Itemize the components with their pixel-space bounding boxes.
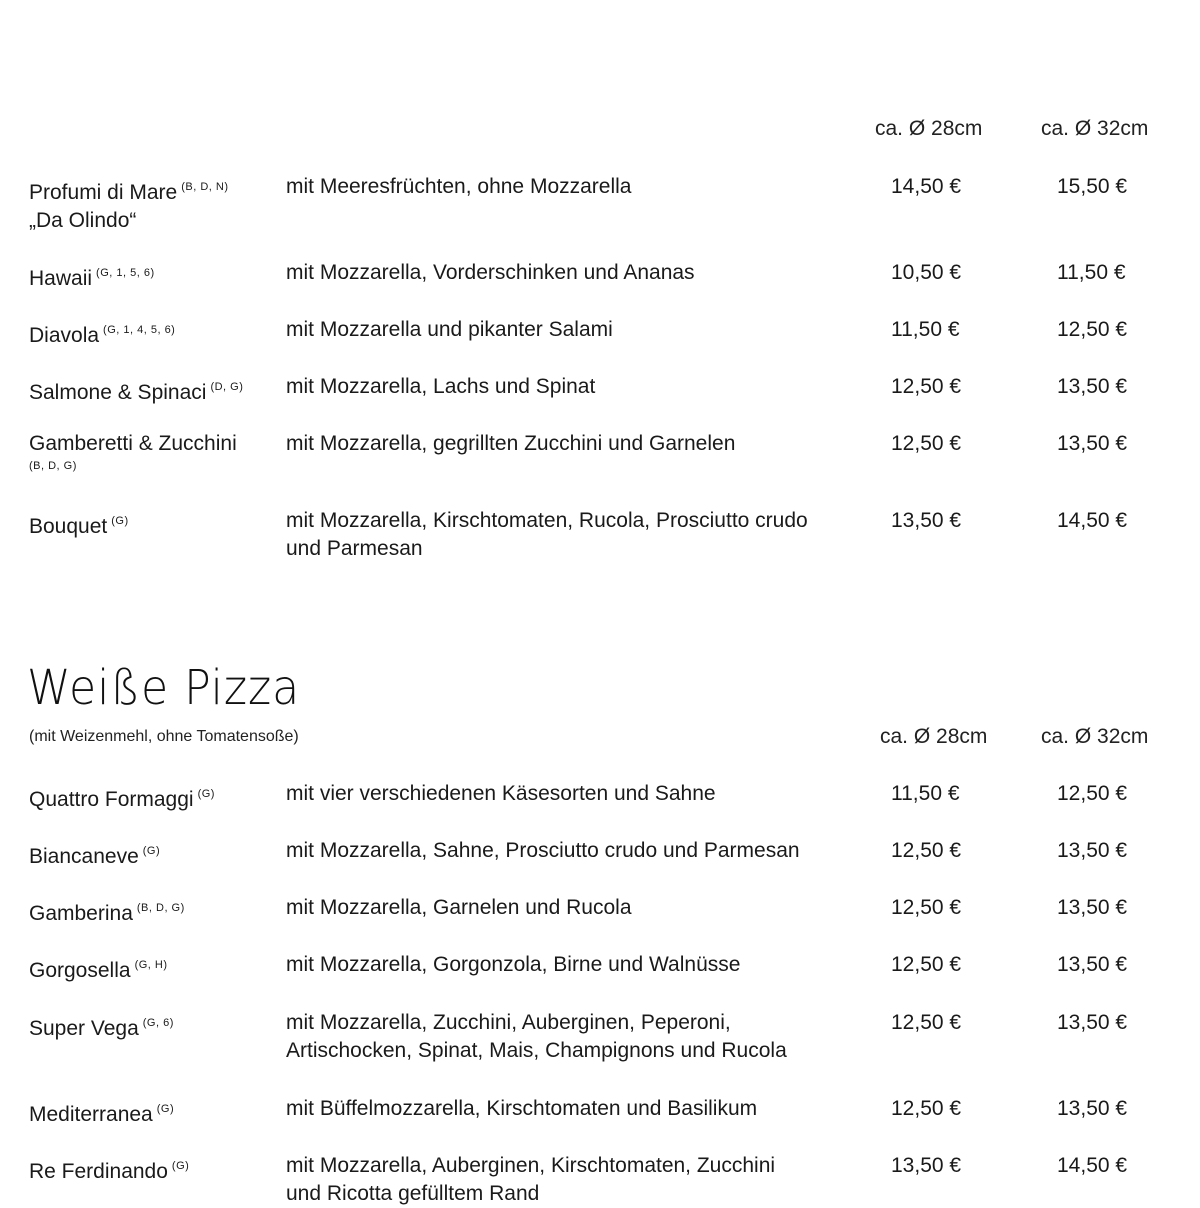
price-large: 12,50 € (1057, 782, 1128, 805)
item-name: Gamberina $^{(B, D, G)}$ (29, 902, 185, 925)
item-name: Mediterranea $^{(G)}$ (29, 1103, 175, 1126)
price-large: 15,50 € (1057, 175, 1128, 198)
price-large: 11,50 € (1057, 261, 1126, 284)
price-large: 13,50 € (1057, 839, 1128, 862)
item-description: mit Mozzarella, Zucchini, Auberginen, Peperoni, Artischocken, Spinat, Mais, Champignons und Rucola (286, 1011, 787, 1062)
allergen-codes: (G) (197, 788, 215, 800)
item-name: Re Ferdinando $^{(G)}$ (29, 1160, 190, 1183)
item-description: mit Mozzarella, Auberginen, Kirschtomaten, Zucchini und Ricotta gefülltem Rand (286, 1154, 776, 1205)
section-title: Weiße Pizza (27, 660, 301, 716)
item-name-line2: „Da Olindo“ (29, 209, 137, 232)
item-description: mit Mozzarella, Lachs und Spinat (286, 375, 596, 398)
item-name: Gamberetti & Zucchini (B, D, G) (29, 430, 269, 473)
price-large: 12,50 € (1057, 318, 1128, 341)
price-small: 12,50 € (891, 375, 962, 398)
price-large: 13,50 € (1057, 432, 1128, 455)
item-description: mit Mozzarella, gegrillten Zucchini und Garnelen (286, 432, 736, 455)
item-description: mit Mozzarella, Garnelen und Rucola (286, 896, 632, 919)
section-subtitle: (mit Weizenmehl, ohne Tomatensoße) (29, 728, 299, 745)
item-name: Quattro Formaggi $^{(G)}$ (29, 788, 215, 811)
price-large: 13,50 € (1057, 896, 1128, 919)
price-small: 12,50 € (891, 1097, 962, 1120)
item-description: mit Mozzarella und pikanter Salami (286, 318, 613, 341)
price-small: 12,50 € (891, 432, 962, 455)
item-name: Salmone & Spinaci $^{(D, G)}$ (29, 381, 244, 404)
item-description: mit Mozzarella, Vorderschinken und Ananas (286, 261, 695, 284)
price-small: 14,50 € (891, 175, 962, 198)
allergen-codes: (B, D, G) (29, 460, 77, 472)
price-large: 13,50 € (1057, 375, 1128, 398)
item-name: Super Vega $^{(G, 6)}$ (29, 1017, 174, 1040)
item-description: mit Mozzarella, Sahne, Prosciutto crudo und Parmesan (286, 839, 800, 862)
item-description: mit Mozzarella, Kirschtomaten, Rucola, Prosciutto crudo und Parmesan (286, 509, 808, 560)
price-small: 12,50 € (891, 896, 962, 919)
item-name: Diavola $^{(G, 1, 4, 5, 6)}$ (29, 324, 176, 347)
allergen-codes: (G, 1, 5, 6) (96, 267, 155, 279)
price-large: 14,50 € (1057, 1154, 1128, 1177)
allergen-codes: (G) (171, 1160, 190, 1172)
price-large: 14,50 € (1057, 509, 1128, 532)
price-small: 13,50 € (891, 1154, 962, 1177)
price-small: 13,50 € (891, 509, 962, 532)
allergen-codes: (G, 6) (142, 1017, 174, 1029)
item-name: Profumi di Mare $^{(B, D, N)}$ „Da Olindo“ (29, 181, 229, 232)
allergen-codes: (G, H) (134, 959, 168, 971)
price-large: 13,50 € (1057, 953, 1128, 976)
allergen-codes: (B, D, N) (181, 181, 229, 193)
size-header-large: ca. Ø 32cm (1041, 117, 1149, 140)
item-name: Bouquet $^{(G)}$ (29, 515, 129, 538)
item-description: mit vier verschiedenen Käsesorten und Sahne (286, 782, 716, 805)
size-header-large: ca. Ø 32cm (1041, 725, 1149, 748)
price-small: 12,50 € (891, 1011, 962, 1034)
item-name: Hawaii $^{(G, 1, 5, 6)}$ (29, 267, 155, 290)
allergen-codes: (G, 1, 4, 5, 6) (103, 324, 176, 336)
allergen-codes: (G) (111, 515, 129, 527)
allergen-codes: (G) (156, 1103, 175, 1115)
price-large: 13,50 € (1057, 1097, 1128, 1120)
price-small: 12,50 € (891, 953, 962, 976)
item-description: mit Meeresfrüchten, ohne Mozzarella (286, 175, 632, 198)
item-name: Biancaneve $^{(G)}$ (29, 845, 161, 868)
item-name: Gorgosella $^{(G, H)}$ (29, 959, 168, 982)
price-large: 13,50 € (1057, 1011, 1128, 1034)
price-small: 11,50 € (891, 318, 960, 341)
allergen-codes: (G) (142, 845, 161, 857)
allergen-codes: (D, G) (210, 381, 244, 393)
price-small: 11,50 € (891, 782, 960, 805)
allergen-codes: (B, D, G) (136, 902, 185, 914)
price-small: 12,50 € (891, 839, 962, 862)
price-small: 10,50 € (891, 261, 962, 284)
size-header-small: ca. Ø 28cm (875, 117, 983, 140)
item-description: mit Mozzarella, Gorgonzola, Birne und Walnüsse (286, 953, 741, 976)
size-header-small: ca. Ø 28cm (880, 725, 988, 748)
item-description: mit Büffelmozzarella, Kirschtomaten und Basilikum (286, 1097, 758, 1120)
